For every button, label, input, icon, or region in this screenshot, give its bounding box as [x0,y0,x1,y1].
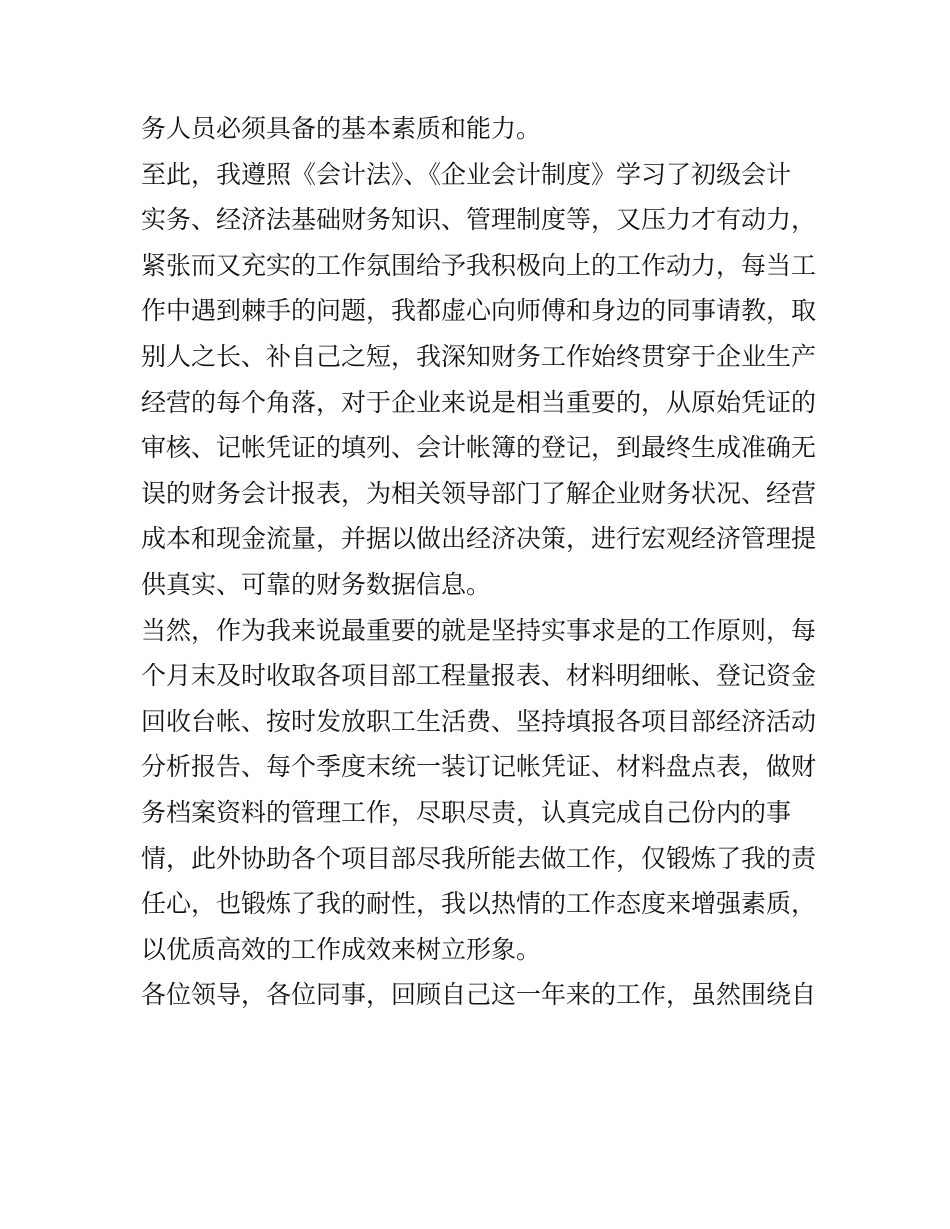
document-body [141,106,821,1018]
text-line: 分析报告、每个季度末统一装订记帐凭证、材料盘点表，做财 [141,752,817,782]
text-line: 紧张而又充实的工作氛围给予我积极向上的工作动力，每当工 [141,250,817,280]
text-line: 各位领导，各位同事，回顾自己这一年来的工作，虽然围绕自 [141,980,817,1010]
text-line: 至此，我遵照《会计法》、《企业会计制度》学习了初级会计 [141,159,792,189]
text-line: 以优质高效的工作成效来树立形象。 [141,934,542,964]
text-line: 别人之长、补自己之短，我深知财务工作始终贯穿于企业生产 [141,341,817,371]
text-line: 个月末及时收取各项目部工程量报表、材料明细帐、登记资金 [141,661,817,691]
text-line: 实务、经济法基础财务知识、管理制度等，又压力才有动力， [141,205,817,235]
text-line: 作中遇到棘手的问题，我都虚心向师傅和身边的同事请教，取 [141,296,817,326]
text-line: 任心，也锻炼了我的耐性，我以热情的工作态度来增强素质， [141,889,817,919]
text-line: 情，此外协助各个项目部尽我所能去做工作，仅锻炼了我的责 [141,843,817,873]
text-line: 误的财务会计报表，为相关领导部门了解企业财务状况、经营 [141,478,817,508]
text-line: 审核、记帐凭证的填列、会计帐簿的登记，到最终生成准确无 [141,433,817,463]
text-line: 回收台帐、按时发放职工生活费、坚持填报各项目部经济活动 [141,706,817,736]
text-line: 务档案资料的管理工作，尽职尽责，认真完成自己份内的事 [141,797,792,827]
text-line: 务人员必须具备的基本素质和能力。 [141,114,542,143]
text-line: 成本和现金流量，并据以做出经济决策，进行宏观经济管理提 [141,524,817,554]
text-line: 供真实、可靠的财务数据信息。 [141,569,492,599]
text-line: 当然，作为我来说最重要的就是坚持实事求是的工作原则，每 [141,615,817,645]
text-line: 经营的每个角落，对于企业来说是相当重要的，从原始凭证的 [141,387,817,417]
